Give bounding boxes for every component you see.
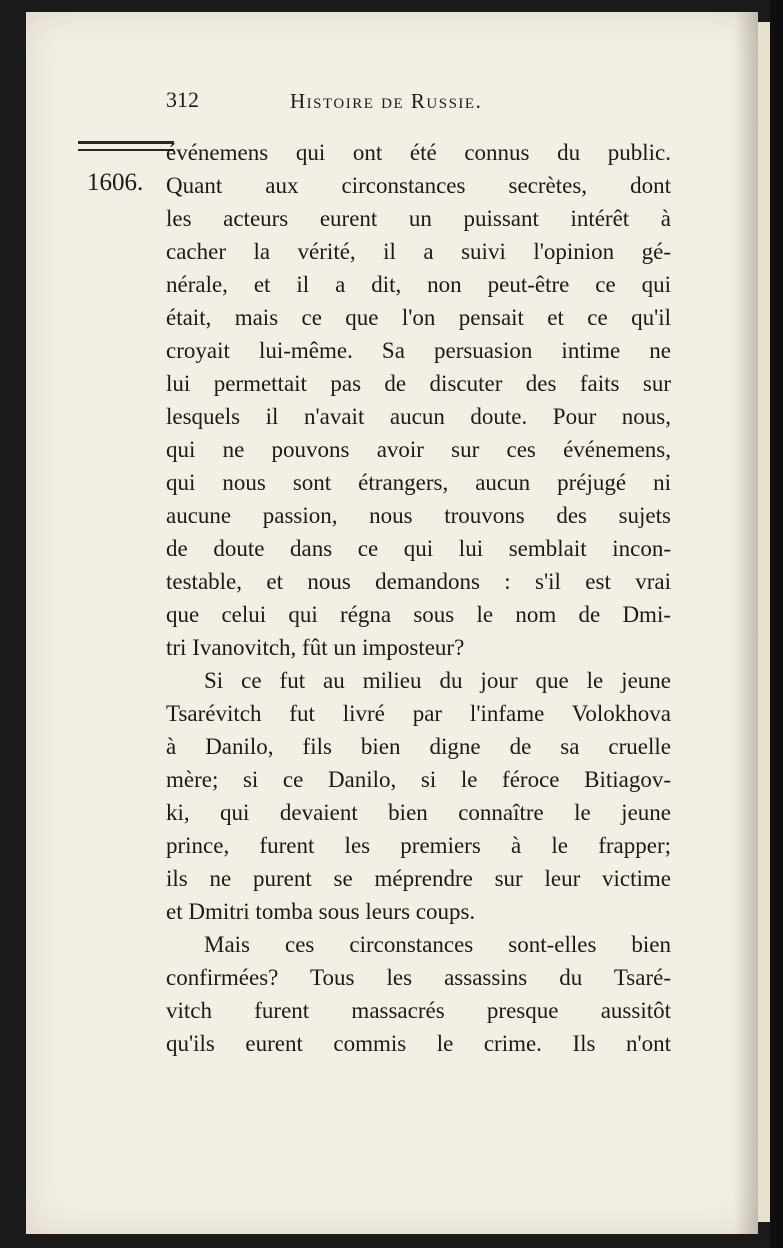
scan-border (770, 0, 783, 1248)
text-line: confirmées? Tous les assassins du Tsaré- (166, 965, 671, 990)
text-line: lui permettait pas de discuter des faits sur (166, 371, 671, 396)
text-line: événemens qui ont été connus du public. (166, 140, 671, 165)
running-head (26, 87, 758, 117)
text-line: Mais ces circonstances sont-elles bien (204, 932, 671, 957)
gutter-shadow (734, 12, 758, 1234)
text-line: lesquels il n'avait aucun doute. Pour nous, (166, 404, 671, 429)
text-line: tri Ivanovitch, fût un imposteur? (166, 635, 465, 660)
text-line: cacher la vérité, il a suivi l'opinion gé- (166, 239, 671, 264)
text-line: prince, furent les premiers à le frapper; (166, 833, 671, 858)
text-line: ils ne purent se méprendre sur leur victime (166, 866, 671, 891)
text-line: testable, et nous demandons : s'il est vrai (166, 569, 671, 594)
text-line: nérale, et il a dit, non peut-être ce qui (166, 272, 671, 297)
text-line: qu'ils eurent commis le crime. Ils n'ont (166, 1031, 671, 1056)
marginal-rule (78, 141, 174, 151)
page-edge (758, 22, 770, 1222)
page-number: 312 (166, 87, 199, 112)
text-line: mère; si ce Danilo, si le féroce Bitiagov- (166, 767, 671, 792)
text-line: Quant aux circonstances secrètes, dont (166, 173, 671, 198)
book-title: Histoire de Russie. (290, 89, 483, 113)
text-line: Si ce fut au milieu du jour que le jeune (204, 668, 671, 693)
text-line: que celui qui régna sous le nom de Dmi- (166, 602, 671, 627)
marginal-year: 1606. (87, 169, 144, 196)
text-line: et Dmitri tomba sous leurs coups. (166, 899, 476, 924)
text-line: de doute dans ce qui lui semblait incon- (166, 536, 671, 561)
text-line: qui nous sont étrangers, aucun préjugé ni (166, 470, 671, 495)
body-text (166, 136, 671, 1060)
text-line: aucune passion, nous trouvons des sujets (166, 503, 671, 528)
text-line: qui ne pouvons avoir sur ces événemens, (166, 437, 671, 462)
text-line: ki, qui devaient bien connaître le jeune (166, 800, 671, 825)
text-line: vitch furent massacrés presque aussitôt (166, 998, 671, 1023)
text-line: Tsarévitch fut livré par l'infame Volokhova (166, 701, 671, 726)
text-line: croyait lui-même. Sa persuasion intime ne (166, 338, 671, 363)
text-line: était, mais ce que l'on pensait et ce qu'il (166, 305, 671, 330)
text-line: à Danilo, fils bien digne de sa cruelle (166, 734, 671, 759)
text-line: les acteurs eurent un puissant intérêt à (166, 206, 671, 231)
book-page (26, 12, 758, 1234)
